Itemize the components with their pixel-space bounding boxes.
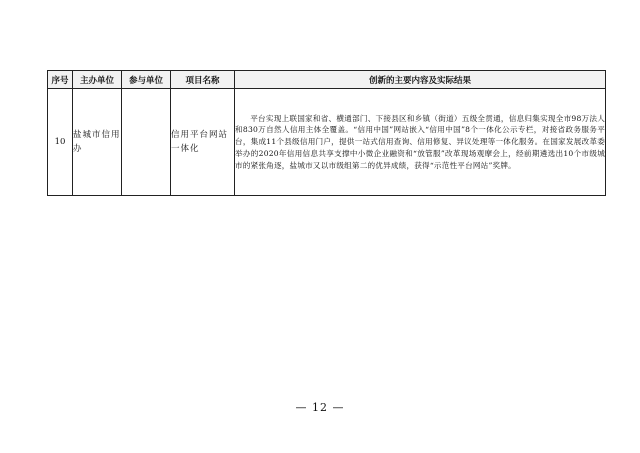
page-number: — 12 —: [295, 401, 345, 414]
header-participating-unit: 参与单位: [122, 71, 171, 89]
row-content-cell: [235, 89, 606, 196]
header-content-results: 创新的主要内容及实际结果: [235, 71, 606, 89]
header-host-unit: 主办单位: [73, 71, 122, 89]
row-participating-unit: [122, 89, 171, 196]
row-host-unit: 盐城市信用办: [73, 89, 122, 196]
row-serial-number: 10: [48, 89, 73, 196]
table-row: [48, 89, 606, 196]
project-table: [47, 70, 606, 196]
header-serial-number: 序号: [48, 71, 73, 89]
row-content-text: 平台实现上联国家和省、横通部门、下接县区和乡镇（街道）五级全贯通，信息归集实现全市98万法人和830万自然人信用主体全覆盖。“信用中国”网站嵌入“信用中国”8个一体化公示专栏，对接省政务服务平台，集成11个县级信用门户，提供一站式信用查询、信用修复、异议处理等一体化服务。在国家发展改革委举办的2020年信用信息共享支撑中小微企业融资和“放管服”改革现场观摩会上，经前期遴选出10个市级城市的紧张角逐，盐城市又以市级组第二的优异成绩，获得“示范性平台网站”奖牌。: [235, 113, 605, 170]
table-header-row: [48, 71, 606, 89]
row-project-name: 信用平台网站一体化: [171, 89, 235, 196]
header-project-name: 项目名称: [171, 71, 235, 89]
